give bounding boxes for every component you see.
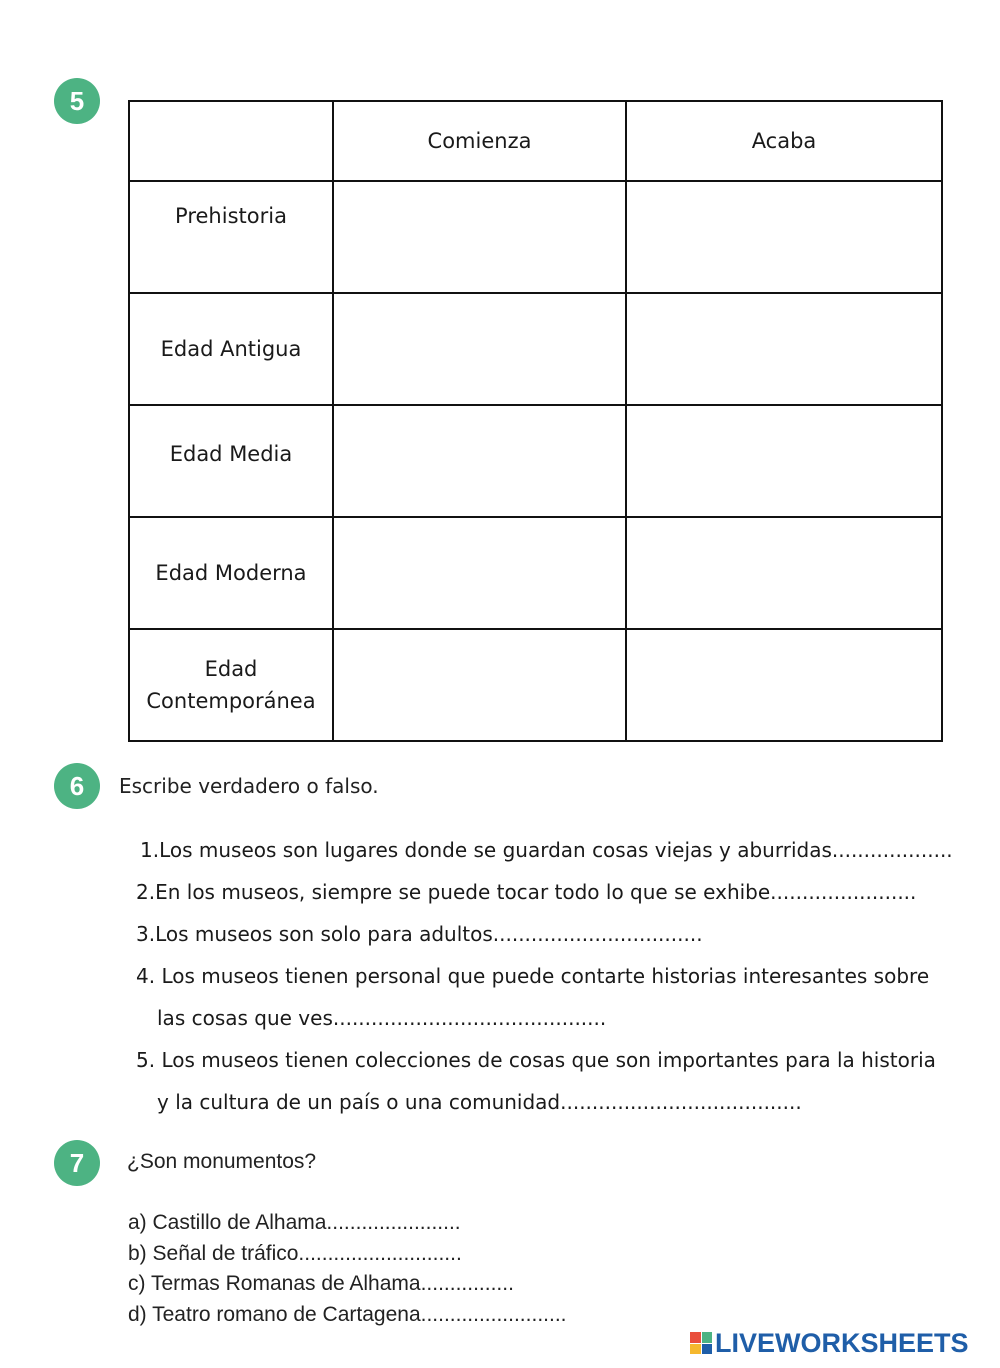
period-label-line1: Edad <box>204 657 258 681</box>
header-acaba: Acaba <box>626 101 942 181</box>
list-item-continuation[interactable]: y la cultura de un país o una comunidad...................................... <box>157 1090 802 1114</box>
acaba-answer-cell[interactable] <box>626 181 942 293</box>
acaba-answer-cell[interactable] <box>626 293 942 405</box>
item-number: 4. <box>136 964 156 988</box>
item-text[interactable]: Los museos son lugares donde se guardan cosas viejas y aburridas................... <box>159 838 953 862</box>
acaba-answer-cell[interactable] <box>626 629 942 741</box>
list-item-continuation[interactable]: las cosas que ves........................................... <box>157 1006 607 1030</box>
question-7-badge: 7 <box>54 1140 100 1186</box>
item-number: 1. <box>140 838 160 862</box>
acaba-answer-cell[interactable] <box>626 405 942 517</box>
item-text[interactable]: En los museos, siempre se puede tocar todo lo que se exhibe....................... <box>155 880 917 904</box>
list-item[interactable]: a) Castillo de Alhama....................... <box>128 1211 461 1234</box>
question-6-title: Escribe verdadero o falso. <box>119 774 379 798</box>
monuments-list <box>128 1208 567 1330</box>
table-row <box>129 405 942 517</box>
header-empty-cell <box>129 101 333 181</box>
table-header-row <box>129 101 942 181</box>
list-item <box>136 880 916 904</box>
list-item[interactable]: c) Termas Romanas de Alhama................ <box>128 1272 514 1295</box>
item-text: Los museos tienen colecciones de cosas que son importantes para la historia <box>155 1048 936 1072</box>
comienza-answer-cell[interactable] <box>333 181 626 293</box>
comienza-answer-cell[interactable] <box>333 293 626 405</box>
periods-table <box>128 100 943 742</box>
period-label: Edad Media <box>129 405 333 517</box>
comienza-answer-cell[interactable] <box>333 517 626 629</box>
header-comienza: Comienza <box>333 101 626 181</box>
list-item <box>140 838 953 862</box>
list-item <box>136 964 929 988</box>
item-text: Los museos tienen personal que puede contarte historias interesantes sobre <box>155 964 930 988</box>
list-item <box>136 1048 936 1072</box>
item-text[interactable]: Los museos son solo para adultos................................. <box>155 922 703 946</box>
period-label <box>129 629 333 741</box>
table-row <box>129 517 942 629</box>
question-6-badge: 6 <box>54 763 100 809</box>
item-number: 5. <box>136 1048 156 1072</box>
table-row <box>129 293 942 405</box>
comienza-answer-cell[interactable] <box>333 629 626 741</box>
acaba-answer-cell[interactable] <box>626 517 942 629</box>
period-label-line2: Contemporánea <box>146 689 316 713</box>
period-label: Edad Moderna <box>129 517 333 629</box>
table-row <box>129 181 942 293</box>
list-item <box>136 922 703 946</box>
liveworksheets-logo <box>690 1326 969 1360</box>
question-5-badge: 5 <box>54 78 100 124</box>
logo-mark-icon <box>690 1332 712 1354</box>
list-item[interactable]: b) Señal de tráfico............................ <box>128 1241 462 1265</box>
period-label: Prehistoria <box>129 181 333 293</box>
question-7-title: ¿Son monumentos? <box>127 1150 317 1173</box>
period-label: Edad Antigua <box>129 293 333 405</box>
comienza-answer-cell[interactable] <box>333 405 626 517</box>
item-number: 2. <box>136 880 156 904</box>
logo-text: LIVEWORKSHEETS <box>715 1327 969 1358</box>
item-number: 3. <box>136 922 156 946</box>
list-item[interactable]: d) Teatro romano de Cartagena......................... <box>128 1302 567 1326</box>
table-row <box>129 629 942 741</box>
